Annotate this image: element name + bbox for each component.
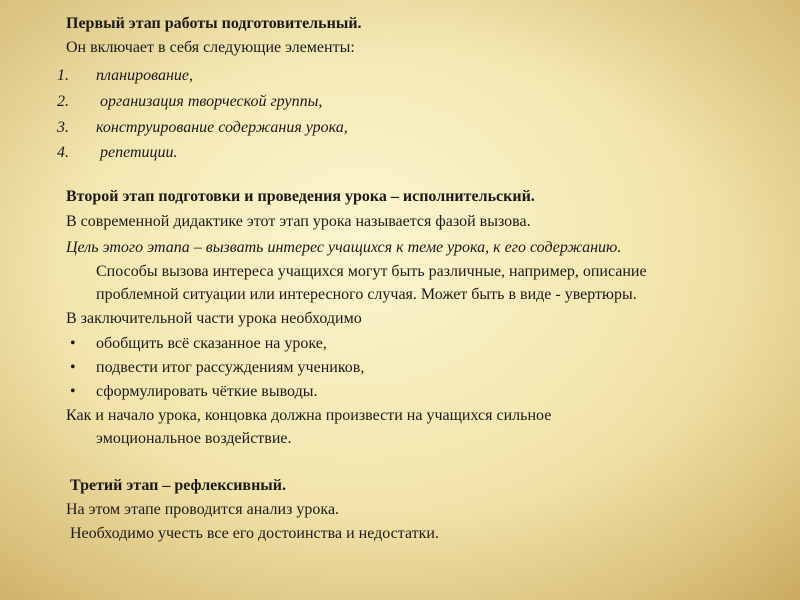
- stage3-paragraph-1: На этом этапе проводится анализ урока.: [66, 501, 340, 518]
- stage2-paragraph-3: В заключительной части урока необходимо: [66, 310, 362, 327]
- item-text: организация творческой группы,: [96, 93, 323, 110]
- stage3-paragraph-2: Необходимо учесть все его достоинства и недостатки.: [66, 525, 439, 542]
- stage2-goal: Цель этого этапа – вызвать интерес учащихся к теме урока, к его содержанию.: [66, 239, 622, 256]
- stage1-intro: Он включает в себя следующие элементы:: [66, 39, 355, 56]
- bullet-marker: •: [70, 383, 76, 400]
- stage1-title: Первый этап работы подготовительный.: [66, 15, 362, 32]
- item-text: планирование,: [96, 67, 193, 84]
- stage3-title: Третий этап – рефлексивный.: [66, 477, 286, 494]
- bullet-text: подвести итог рассуждениям учеников,: [96, 359, 365, 376]
- bullet-marker: •: [70, 335, 76, 352]
- item-number: 3.: [57, 119, 69, 136]
- item-number: 4.: [57, 144, 69, 161]
- stage2-paragraph-2-line-1: Способы вызова интереса учащихся могут быть различные, например, описание: [96, 263, 647, 280]
- bullet-text: обобщить всё сказанное на уроке,: [96, 335, 327, 352]
- bullet-text: сформулировать чёткие выводы.: [96, 383, 318, 400]
- item-text: конструирование содержания урока,: [96, 119, 348, 136]
- stage2-paragraph-4-line-2: эмоциональное воздействие.: [96, 430, 292, 447]
- item-text: репетиции.: [96, 144, 178, 161]
- stage2-title: Второй этап подготовки и проведения урока – исполнительский.: [66, 188, 535, 205]
- stage2-paragraph-4-line-1: Как и начало урока, концовка должна произвести на учащихся сильное: [66, 407, 552, 424]
- stage2-paragraph-2-line-2: проблемной ситуации или интересного случая. Может быть в виде - увертюры.: [96, 286, 637, 303]
- bullet-marker: •: [70, 359, 76, 376]
- item-number: 2.: [57, 93, 69, 110]
- stage2-paragraph-1: В современной дидактике этот этап урока называется фазой вызова.: [66, 213, 531, 230]
- item-number: 1.: [57, 67, 69, 84]
